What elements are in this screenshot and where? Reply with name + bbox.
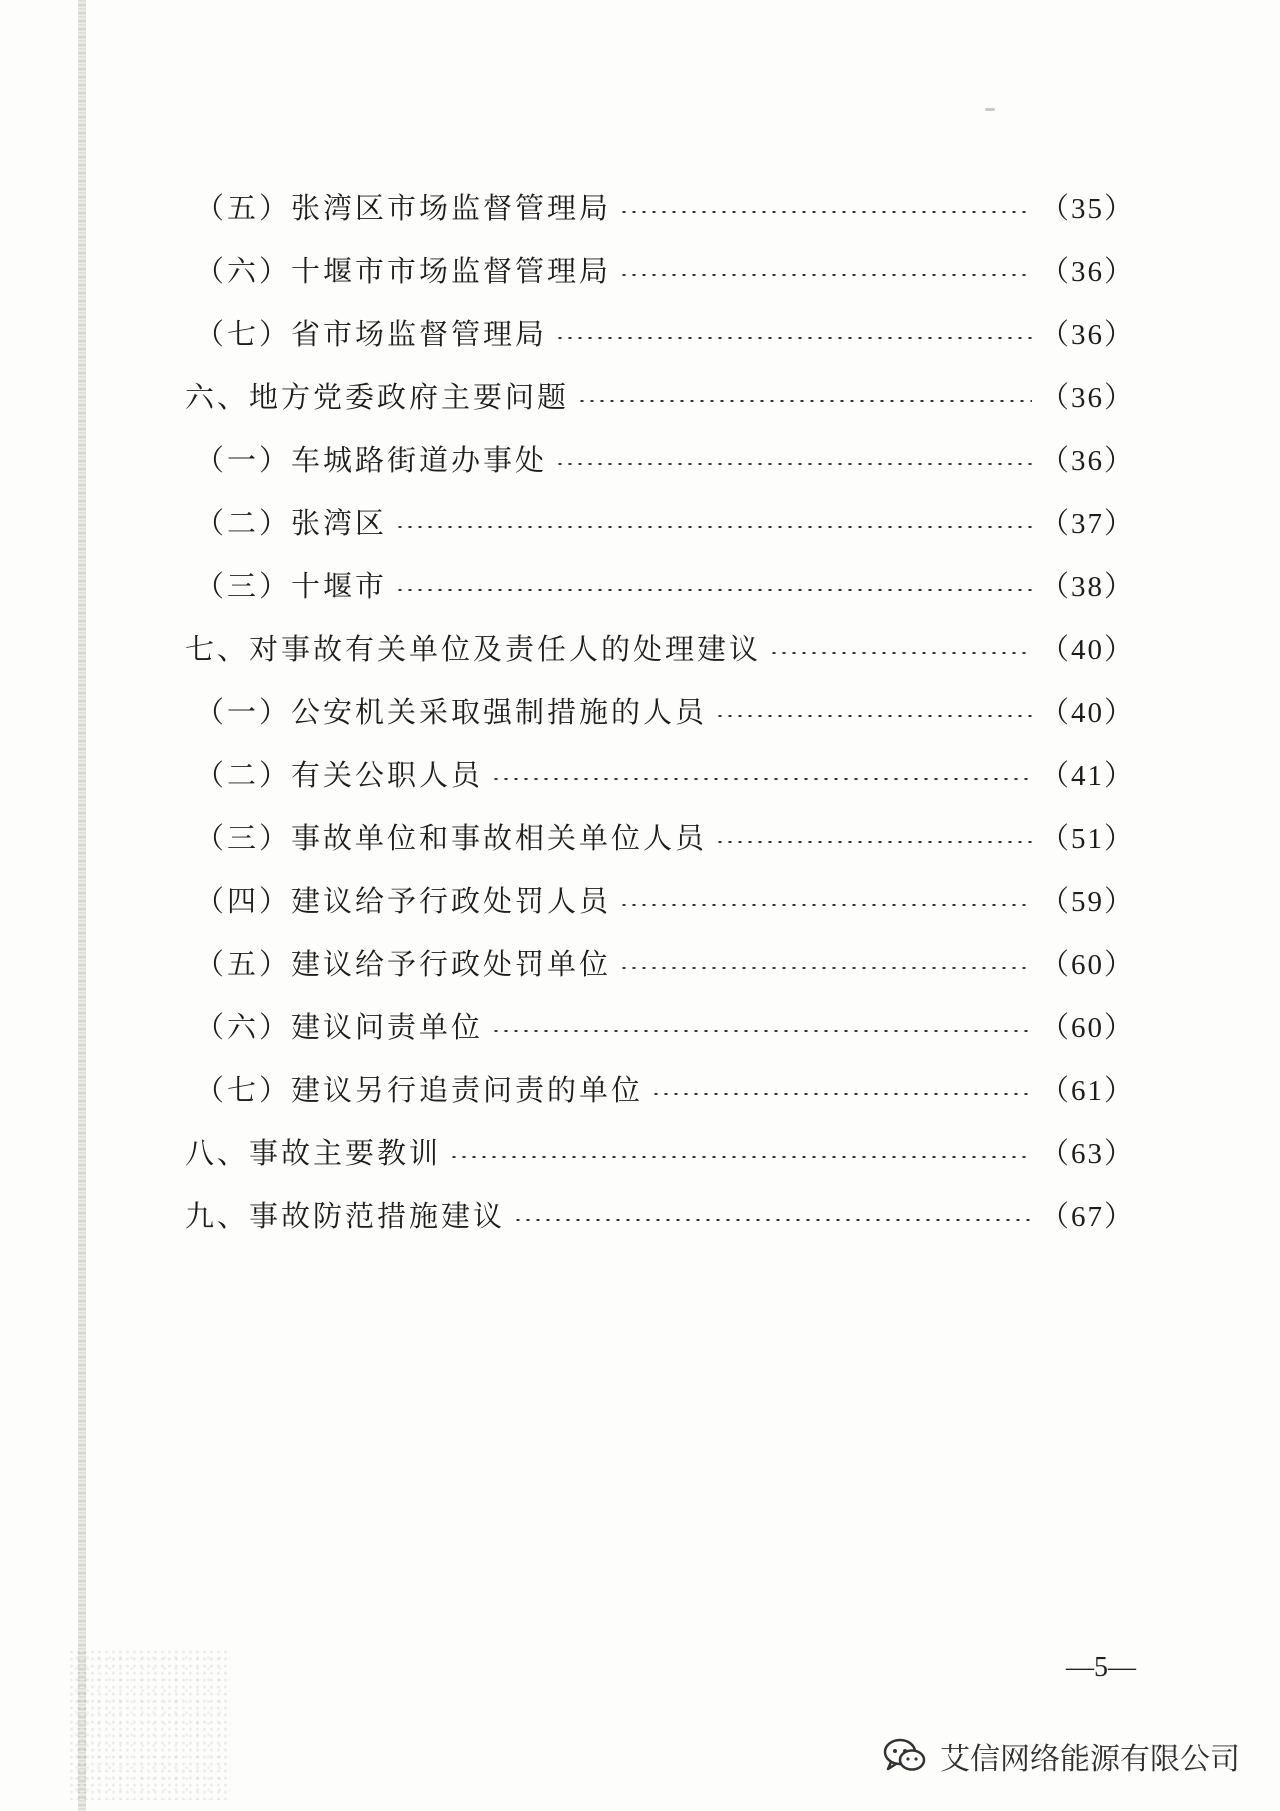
toc-page-number: （40）	[1039, 633, 1135, 666]
toc-page-number: （40）	[1039, 696, 1135, 729]
toc-title: （六）建议问责单位	[195, 1009, 484, 1044]
toc-row	[185, 1131, 1135, 1171]
toc-row	[195, 186, 1135, 226]
toc-leader-dots	[513, 1219, 1032, 1221]
toc-leader-dots	[715, 715, 1032, 717]
toc-leader-dots	[715, 841, 1032, 843]
toc-title: （六）十堰市市场监督管理局	[195, 253, 612, 288]
scan-noise	[70, 1650, 230, 1800]
toc-page-number: （38）	[1039, 570, 1135, 603]
toc-leader-dots	[395, 526, 1032, 528]
toc-leader-dots	[619, 904, 1032, 906]
toc-row	[195, 501, 1135, 541]
toc-leader-dots	[491, 1030, 1032, 1032]
toc-leader-dots	[769, 652, 1032, 654]
toc-leader-dots	[577, 400, 1032, 402]
toc-leader-dots	[619, 211, 1032, 213]
toc-page-number: （36）	[1039, 318, 1135, 351]
toc-leader-dots	[395, 589, 1032, 591]
toc-page-number: （60）	[1039, 948, 1135, 981]
toc-leader-dots	[555, 337, 1032, 339]
toc-title: （七）建议另行追责问责的单位	[195, 1072, 644, 1107]
toc-title: （三）事故单位和事故相关单位人员	[195, 820, 708, 855]
toc-title: 八、事故主要教训	[185, 1135, 442, 1170]
toc-title: （三）十堰市	[195, 568, 388, 603]
toc-page-number: （36）	[1039, 381, 1135, 414]
toc-leader-dots	[449, 1156, 1032, 1158]
toc-row	[195, 879, 1135, 919]
watermark-text: 艾信网络能源有限公司	[940, 1742, 1240, 1777]
toc-page-number: （67）	[1039, 1200, 1135, 1233]
toc-row	[185, 627, 1135, 667]
wechat-icon	[882, 1737, 928, 1775]
toc-title: （一）车城路街道办事处	[195, 442, 548, 477]
toc-leader-dots	[651, 1093, 1032, 1095]
toc-leader-dots	[491, 778, 1032, 780]
toc-leader-dots	[619, 274, 1032, 276]
toc-row	[195, 690, 1135, 730]
toc-title: （四）建议给予行政处罚人员	[195, 883, 612, 918]
toc-row	[195, 816, 1135, 856]
page-number: —5—	[1066, 1652, 1136, 1683]
toc-row	[195, 753, 1135, 793]
toc-row	[195, 312, 1135, 352]
toc-title: （七）省市场监督管理局	[195, 316, 548, 351]
toc-leader-dots	[619, 967, 1032, 969]
toc-title: （二）有关公职人员	[195, 757, 484, 792]
toc-title: （五）建议给予行政处罚单位	[195, 946, 612, 981]
toc-title: （二）张湾区	[195, 505, 388, 540]
toc-page-number: （37）	[1039, 507, 1135, 540]
scan-binding-edge	[78, 0, 86, 1811]
toc-row	[195, 564, 1135, 604]
toc-leader-dots	[555, 463, 1032, 465]
scan-speck	[985, 108, 995, 111]
toc-row	[195, 1068, 1135, 1108]
toc-title: 七、对事故有关单位及责任人的处理建议	[185, 631, 762, 666]
toc-page-number: （35）	[1039, 192, 1135, 225]
toc-page-number: （61）	[1039, 1074, 1135, 1107]
toc-page-number: （63）	[1039, 1137, 1135, 1170]
toc-row	[195, 942, 1135, 982]
toc-row	[185, 375, 1135, 415]
toc-title: （五）张湾区市场监督管理局	[195, 190, 612, 225]
toc-page-number: （51）	[1039, 822, 1135, 855]
toc-row	[195, 1005, 1135, 1045]
toc-page-number: （41）	[1039, 759, 1135, 792]
toc-row	[195, 249, 1135, 289]
toc-title: 六、地方党委政府主要问题	[185, 379, 570, 414]
toc-page-number: （59）	[1039, 885, 1135, 918]
toc-title: （一）公安机关采取强制措施的人员	[195, 694, 708, 729]
toc-page-number: （36）	[1039, 255, 1135, 288]
toc-page-number: （36）	[1039, 444, 1135, 477]
toc-title: 九、事故防范措施建议	[185, 1198, 506, 1233]
watermark	[882, 1734, 1240, 1778]
toc-row	[185, 1194, 1135, 1234]
toc-row	[195, 438, 1135, 478]
toc-page-number: （60）	[1039, 1011, 1135, 1044]
